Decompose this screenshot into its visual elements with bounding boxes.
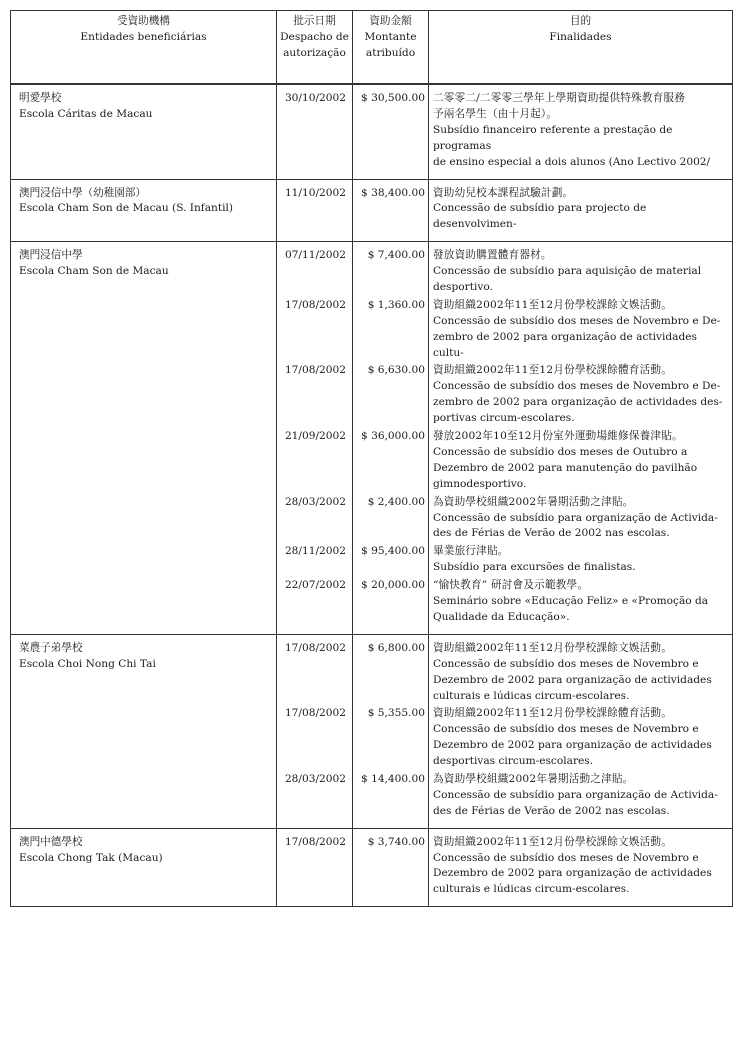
grant-amount: $ 14,400.00 <box>360 773 425 786</box>
purpose-cell <box>429 84 733 179</box>
header-institution <box>11 11 277 85</box>
purpose-zh-line: 為資助學校組織2002年暑期活動之津貼。 <box>433 495 634 508</box>
table-row <box>11 242 733 635</box>
grant-purpose-block <box>433 544 728 576</box>
purpose-cell <box>429 179 733 242</box>
grant-date: 17/08/2002 <box>284 707 346 720</box>
grant-amount: $ 36,000.00 <box>360 430 425 443</box>
grant-date: 28/03/2002 <box>284 495 346 508</box>
purpose-pt-line: gimnodesportivo. <box>433 477 527 490</box>
grant-purpose-block <box>433 186 728 234</box>
purpose-zh-line: 資助組織2002年11至12月份學校課餘文娛活動。 <box>433 641 673 654</box>
table-body <box>11 84 733 907</box>
grant-date-block <box>279 186 346 234</box>
purpose-zh-line: 資助幼兒校本課程試驗計劃。 <box>433 186 574 199</box>
grant-date: 28/11/2002 <box>284 545 346 558</box>
purpose-pt-line: de ensino especial a dois alunos (Ano Lectivo 2002/ <box>433 155 711 168</box>
grant-date-block <box>279 298 346 362</box>
institution-name-zh: 菜農子弟學校 <box>19 641 83 654</box>
amount-cell <box>353 634 429 828</box>
grant-date-block <box>279 772 346 820</box>
grant-date: 11/10/2002 <box>284 186 346 199</box>
purpose-pt-line: desportivo. <box>433 280 493 293</box>
grant-amount-block <box>355 578 425 626</box>
grant-purpose-block <box>433 298 728 362</box>
purpose-cell <box>429 634 733 828</box>
grant-date-block <box>279 835 346 899</box>
grant-amount-block <box>355 298 425 362</box>
purpose-zh-line: “愉快教育” 研討會及示範教學。 <box>433 579 589 592</box>
grant-date-block <box>279 248 346 296</box>
purpose-pt-line: Dezembro de 2002 para organização de actividades <box>433 673 712 686</box>
purpose-cell <box>429 242 733 635</box>
purpose-pt-line: Concessão de subsídio dos meses de Outubro a <box>433 445 688 458</box>
grant-date-block <box>279 429 346 493</box>
purpose-zh-line: 為資助學校組織2002年暑期活動之津貼。 <box>433 773 634 786</box>
header-date <box>277 11 353 85</box>
purpose-zh-line: 資助組織2002年11至12月份學校課餘體育活動。 <box>433 707 673 720</box>
grant-date: 22/07/2002 <box>284 579 346 592</box>
institution-cell <box>11 179 277 242</box>
purpose-cell <box>429 828 733 907</box>
institution-name-zh: 澳門中德學校 <box>19 835 83 848</box>
purpose-pt-line: Qualidade da Educação». <box>433 610 570 623</box>
grant-amount-block <box>355 641 425 705</box>
purpose-pt-line: Concessão de subsídio para organização de Activida- <box>433 788 718 801</box>
purpose-zh-line: 發放資助購置體育器材。 <box>433 249 552 262</box>
grant-amount-block <box>355 248 425 296</box>
purpose-pt-line: Subsídio para excursões de finalistas. <box>433 561 636 574</box>
purpose-zh-line: 予兩名學生（由十月起）。 <box>433 107 558 120</box>
header-date-pt2: autorização <box>283 46 346 59</box>
date-cell <box>277 179 353 242</box>
grant-amount-block <box>355 835 425 899</box>
table-header-row <box>11 11 733 85</box>
grant-purpose-block <box>433 772 728 820</box>
grant-amount: $ 95,400.00 <box>360 545 425 558</box>
purpose-zh-line: 資助組織2002年11至12月份學校課餘文娛活動。 <box>433 298 673 311</box>
institution-name-pt: Escola Cham Son de Macau <box>19 265 169 278</box>
grant-date-block <box>279 578 346 626</box>
header-purpose-pt: Finalidades <box>549 30 612 43</box>
grant-amount: $ 30,500.00 <box>360 92 425 104</box>
date-cell <box>277 242 353 635</box>
grant-amount: $ 1,360.00 <box>367 298 425 311</box>
header-amount-pt2: atribuído <box>365 46 416 59</box>
grant-amount: $ 5,355.00 <box>367 707 425 720</box>
purpose-pt-line: Subsídio financeiro referente a prestação de programas <box>433 123 673 152</box>
grant-amount-block <box>355 772 425 820</box>
amount-cell <box>353 84 429 179</box>
purpose-pt-line: Concessão de subsídio dos meses de Novembro e De- <box>433 314 721 327</box>
grant-amount: $ 3,740.00 <box>367 835 425 848</box>
grant-date: 17/08/2002 <box>284 364 346 377</box>
grant-purpose-block <box>433 835 728 899</box>
purpose-pt-line: Concessão de subsídio para organização de Activida- <box>433 511 718 524</box>
grant-purpose-block <box>433 363 728 427</box>
grant-purpose-block <box>433 429 728 493</box>
grant-purpose-block <box>433 706 728 770</box>
purpose-pt-line: des de Férias de Verão de 2002 nas escolas. <box>433 527 670 540</box>
grant-amount-block <box>355 544 425 576</box>
institution-cell <box>11 634 277 828</box>
grant-amount: $ 6,800.00 <box>367 641 425 654</box>
institution-cell <box>11 242 277 635</box>
grant-date: 30/10/2002 <box>284 92 346 104</box>
grant-amount: $ 38,400.00 <box>360 186 425 199</box>
purpose-zh-line: 資助組織2002年11至12月份學校課餘體育活動。 <box>433 364 673 377</box>
purpose-pt-line: Concessão de subsídio dos meses de Novembro e De- <box>433 380 721 393</box>
amount-cell <box>353 242 429 635</box>
date-cell <box>277 634 353 828</box>
purpose-zh-line: 資助組織2002年11至12月份學校課餘文娛活動。 <box>433 835 673 848</box>
table-row <box>11 179 733 242</box>
purpose-pt-line: portivas circum-escolares. <box>433 412 575 425</box>
header-purpose <box>429 11 733 85</box>
purpose-pt-line: Dezembro de 2002 para organização de actividades <box>433 739 712 752</box>
header-purpose-zh: 目的 <box>569 15 592 27</box>
header-amount-pt1: Montante <box>364 30 417 43</box>
purpose-pt-line: Concessão de subsídio para projecto de desenvolvimen- <box>433 202 647 231</box>
table-row <box>11 828 733 907</box>
grant-date-block <box>279 641 346 705</box>
institution-name-zh: 明愛學校 <box>19 92 62 104</box>
grant-date-block <box>279 544 346 576</box>
institution-name-zh: 澳門浸信中學（幼稚園部） <box>19 186 147 199</box>
date-cell <box>277 84 353 179</box>
purpose-zh-line: 二零零二/二零零三學年上學期資助提供特殊教育服務 <box>433 92 686 104</box>
grant-date-block <box>279 363 346 427</box>
grant-date-block <box>279 495 346 543</box>
purpose-pt-line: Dezembro de 2002 para manutenção do pavilhão <box>433 461 698 474</box>
header-amount-zh: 資助金額 <box>369 15 412 27</box>
grant-amount: $ 20,000.00 <box>360 579 425 592</box>
institution-name-zh: 澳門浸信中學 <box>19 249 83 262</box>
grant-date: 07/11/2002 <box>284 249 346 262</box>
grant-amount-block <box>355 363 425 427</box>
purpose-zh-line: 發放2002年10至12月份室外運動場維修保養津貼。 <box>433 430 683 443</box>
grant-date: 21/09/2002 <box>284 430 346 443</box>
header-institution-zh: 受資助機構 <box>117 15 170 27</box>
purpose-pt-line: desportivas circum-escolares. <box>433 755 594 768</box>
purpose-pt-line: Dezembro de 2002 para organização de actividades <box>433 867 712 880</box>
grant-amount: $ 6,630.00 <box>367 364 425 377</box>
purpose-pt-line: Concessão de subsídio dos meses de Novembro e <box>433 657 699 670</box>
grant-date: 17/08/2002 <box>284 298 346 311</box>
grant-date-block <box>279 91 346 171</box>
grants-table <box>10 10 733 907</box>
purpose-zh-line: 畢業旅行津貼。 <box>433 545 509 558</box>
grant-date-block <box>279 706 346 770</box>
grant-amount: $ 7,400.00 <box>367 249 425 262</box>
amount-cell <box>353 179 429 242</box>
institution-cell <box>11 84 277 179</box>
purpose-pt-line: Concessão de subsídio para aquisição de material <box>433 265 702 278</box>
table-row <box>11 84 733 179</box>
header-date-pt1: Despacho de <box>280 30 349 43</box>
institution-name-pt: Escola Cham Son de Macau (S. Infantil) <box>19 202 234 215</box>
institution-cell <box>11 828 277 907</box>
purpose-pt-line: Concessão de subsídio dos meses de Novembro e <box>433 723 699 736</box>
header-amount <box>353 11 429 85</box>
header-date-zh: 批示日期 <box>293 15 336 27</box>
grant-amount-block <box>355 91 425 171</box>
institution-name-pt: Escola Choi Nong Chi Tai <box>19 657 156 670</box>
header-institution-pt: Entidades beneficiárias <box>80 30 207 43</box>
amount-cell <box>353 828 429 907</box>
purpose-pt-line: culturais e lúdicas circum-escolares. <box>433 689 630 702</box>
grant-date: 28/03/2002 <box>284 773 346 786</box>
grant-purpose-block <box>433 641 728 705</box>
grant-amount: $ 2,400.00 <box>367 495 425 508</box>
purpose-pt-line: zembro de 2002 para organização de actividades cultu- <box>433 330 697 359</box>
grant-amount-block <box>355 495 425 543</box>
institution-name-pt: Escola Chong Tak (Macau) <box>19 851 163 864</box>
institution-name-pt: Escola Cáritas de Macau <box>19 107 153 120</box>
purpose-pt-line: zembro de 2002 para organização de actividades des- <box>433 396 723 409</box>
grant-date: 17/08/2002 <box>284 641 346 654</box>
grant-date: 17/08/2002 <box>284 835 346 848</box>
purpose-pt-line: des de Férias de Verão de 2002 nas escolas. <box>433 804 670 817</box>
grant-purpose-block <box>433 578 728 626</box>
purpose-pt-line: Concessão de subsídio dos meses de Novembro e <box>433 851 699 864</box>
date-cell <box>277 828 353 907</box>
purpose-pt-line: culturais e lúdicas circum-escolares. <box>433 883 630 896</box>
grant-amount-block <box>355 429 425 493</box>
grant-purpose-block <box>433 495 728 543</box>
grant-purpose-block <box>433 91 728 171</box>
grant-amount-block <box>355 706 425 770</box>
table-row <box>11 634 733 828</box>
grant-purpose-block <box>433 248 728 296</box>
purpose-pt-line: Seminário sobre «Educação Feliz» e «Promoção da <box>433 595 709 608</box>
grant-amount-block <box>355 186 425 234</box>
